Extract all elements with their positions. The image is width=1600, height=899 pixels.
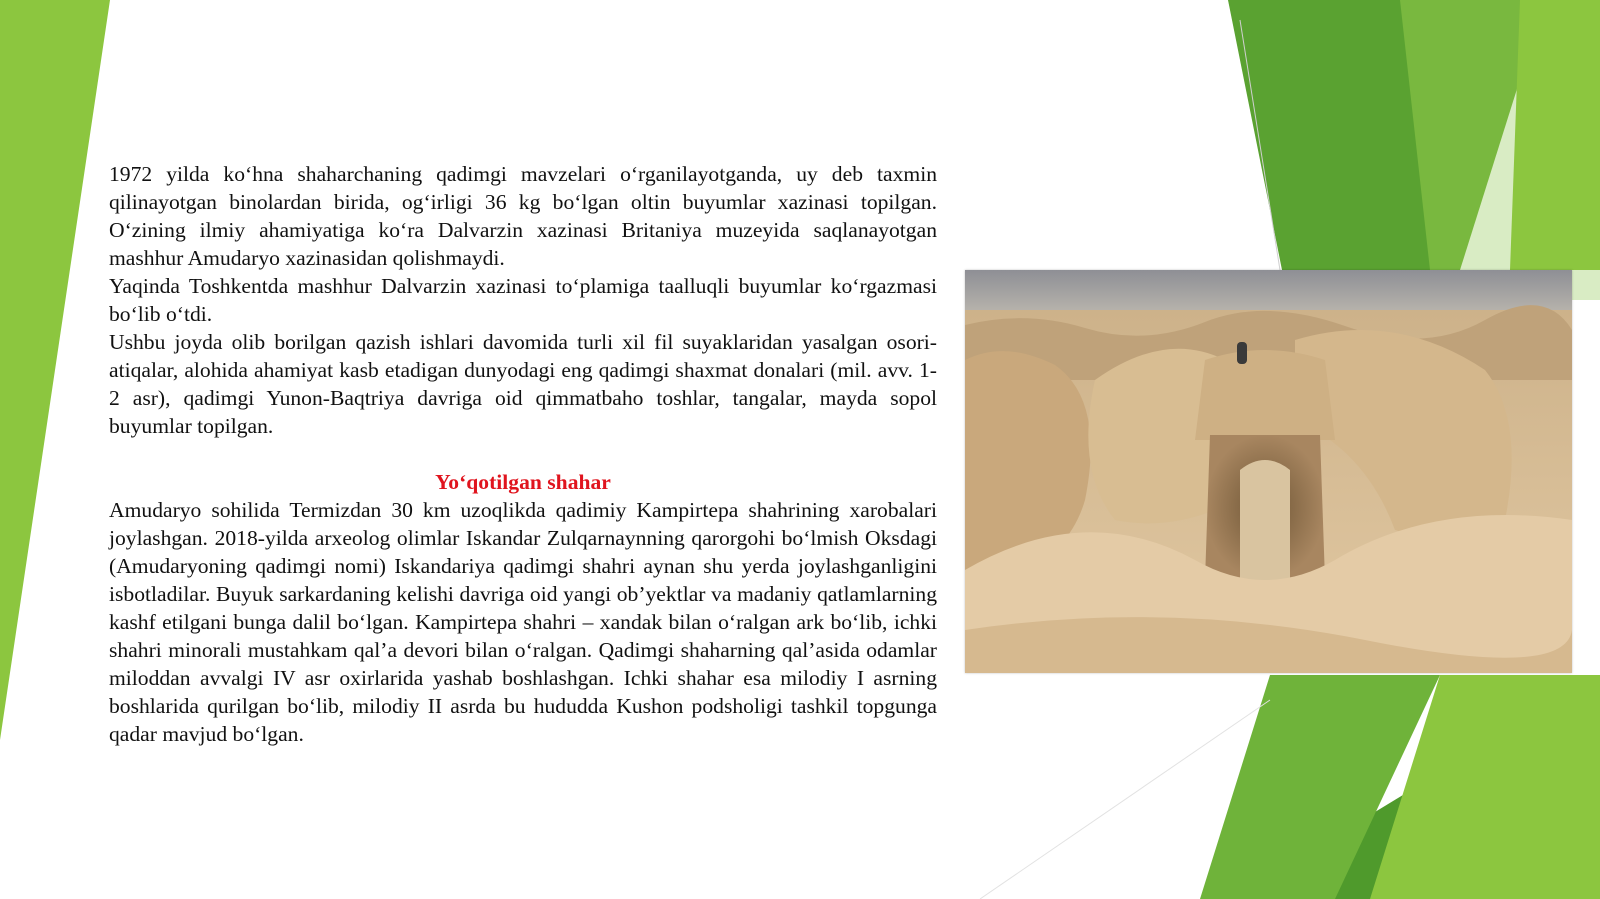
section-heading: Yo‘qotilgan shahar — [435, 470, 611, 494]
main-text — [109, 160, 937, 748]
paragraph-artifacts: Ushbu joyda olib borilgan qazish ishlari davomida turli xil fil suyaklaridan yasalgan osori-atiqalar, alohida ahamiyat kasb etadigan dunyodagi eng qadimgi shaxmat donalari (mil. avv. 1-2 asr), qadimgi Yunon-Baqtriya davriga oid qimmatbaho toshlar, tangalar, mayda sopol buyumlar topilgan. — [109, 330, 937, 438]
left-green-band — [0, 0, 110, 740]
paragraph-spacer — [109, 440, 937, 468]
paragraph-kampirtepa: Amudaryo sohilida Termizdan 30 km uzoqlikda qadimiy Kampirtepa shahrining xarobalari joylashgan. 2018-yilda arxeolog olimlar Iskandar Zulqarnaynning qarorgohi bo‘lmish Oksdagi (Amudaryoning qadimgi nomi) Iskandariya qadimgi shahri aynan shu yerda joylashganligini isbotladilar. Buyuk sarkardaning kelishi davriga oid yangi ob’yektlar va madaniy qatlamlarning kashf etilgani bunga dalil bo‘lgan. Kampirtepa shahri – xandak bilan o‘ralgan ark bo‘lib, ichki shahri minorali mustahkam qal’a devori bilan o‘ralgan. Qadimgi shaharning qal’asida odamlar miloddan avvalgi IV asr oxirlarida yashab boshlashgan. Ichki shahar esa milodiy I asrning boshlarida qurilgan bo‘lib, milodiy II asrda bu hududda Kushon podsholigi tashkil topgunga qadar mavjud bo‘lgan. — [109, 498, 937, 746]
paragraph-exhibition: Yaqinda Toshkentda mashhur Dalvarzin xazinasi to‘plamiga taalluqli buyumlar ko‘rgazmasi bo‘lib o‘tdi. — [109, 274, 937, 326]
right-top-lime-shape — [1510, 0, 1600, 270]
paragraph-treasure: 1972 yilda ko‘hna shaharchaning qadimgi mavzelari o‘rganilayotganda, uy deb taxmin qilinayotgan binolardan birida, og‘irligi 36 kg bo‘lgan oltin buyumlar xazinasi topilgan. O‘zining ilmiy ahamiyatiga ko‘ra Dalvarzin xazinasi Britaniya muzeyida saqlanayotgan mashhur Amudaryo xazinasidan qolishmaydi. — [109, 162, 937, 270]
inner-arch — [1240, 460, 1290, 580]
arch-top — [1195, 350, 1335, 440]
ruins-photo — [965, 270, 1572, 673]
person-silhouette — [1237, 342, 1247, 364]
